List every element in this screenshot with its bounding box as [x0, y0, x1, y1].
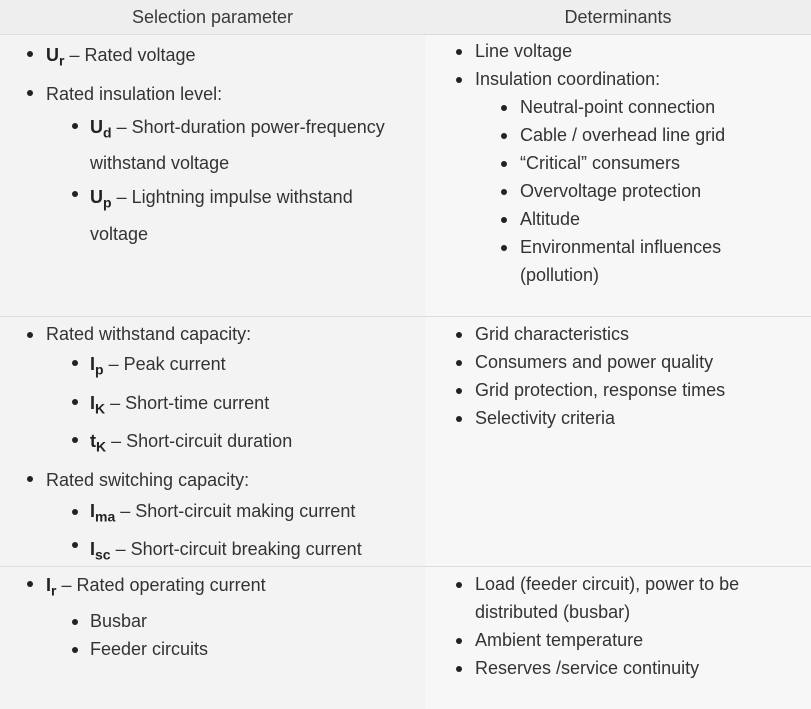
list-item-rated-voltage: $U_r$ – Rated voltage: [0, 39, 425, 78]
list-item-grid-characteristics: Grid characteristics: [425, 320, 811, 348]
list-item-tk: $t_K$ – Short-circuit duration: [0, 425, 425, 464]
row3-determinants-cell: [425, 567, 811, 709]
list-item-consumers-power-quality: Consumers and power quality: [425, 348, 811, 376]
list-item-overvoltage-protection: Overvoltage protection: [425, 177, 811, 205]
list-item-up: $U_p$ – Lightning impulse withstand voltage: [0, 179, 425, 250]
row1-left-list: [0, 35, 425, 250]
table-row-current: [0, 566, 811, 709]
list-item-reserves: Reserves /service continuity: [425, 654, 811, 682]
header-determinants: Determinants: [564, 7, 672, 27]
row2-left-list: [0, 317, 425, 572]
list-item-withstand-capacity: Rated withstand capacity:: [0, 320, 425, 348]
symbol-ud: $U_d$: [90, 116, 112, 141]
list-item-ima: $I_{ma}$ – Short-circuit making current: [0, 497, 425, 531]
symbol-tk: $t_K$: [90, 431, 107, 455]
list-item-busbar: Busbar: [0, 607, 425, 635]
list-item-neutral-point: Neutral-point connection: [425, 93, 811, 121]
list-item-altitude: Altitude: [425, 205, 811, 233]
list-item-feeder-circuits: Feeder circuits: [0, 635, 425, 663]
list-item-insulation-coordination: Insulation coordination:: [425, 65, 811, 93]
list-item-ip: $I_p$ – Peak current: [0, 348, 425, 387]
table-row-capacity: [0, 316, 811, 566]
list-item-line-voltage: Line voltage: [425, 37, 811, 65]
symbol-ima: $I_{ma}$: [90, 500, 116, 525]
list-item-switching-capacity: Rated switching capacity:: [0, 464, 425, 497]
list-item-cable-grid: Cable / overhead line grid: [425, 121, 811, 149]
symbol-ik: $I_K$: [90, 392, 106, 417]
row1-selection-cell: [0, 35, 425, 316]
row3-right-list: [425, 567, 811, 682]
table-header: [0, 0, 811, 35]
symbol-ip: $I_p$: [90, 354, 104, 378]
list-item-environmental-influences: Environmental influences (pollution): [425, 233, 811, 289]
row1-right-list: [425, 35, 811, 289]
list-item-grid-protection: Grid protection, response times: [425, 376, 811, 404]
symbol-ur: $U_r$: [46, 45, 65, 69]
symbol-up: $U_p$: [90, 187, 112, 211]
list-item-ir: $I_r$ – Rated operating current: [0, 569, 425, 607]
row2-right-list: [425, 317, 811, 432]
header-selection-parameter: Selection parameter: [131, 7, 294, 27]
list-item-rated-insulation-level: Rated insulation level:: [0, 78, 425, 111]
list-item-ik: $I_K$ – Short-time current: [0, 387, 425, 426]
row3-selection-cell: [0, 567, 425, 709]
row2-selection-cell: [0, 317, 425, 566]
list-item-selectivity-criteria: Selectivity criteria: [425, 404, 811, 432]
list-item-ud: $U_d$ – Short-duration power-frequency withstand voltage: [0, 111, 425, 180]
list-item-ambient-temperature: Ambient temperature: [425, 626, 811, 654]
list-item-isc: $I_{sc}$ – Short-circuit breaking current: [0, 530, 425, 572]
row1-determinants-cell: [425, 35, 811, 316]
row2-determinants-cell: [425, 317, 811, 566]
symbol-ir: $I_r$: [46, 575, 57, 599]
list-item-load-power: Load (feeder circuit), power to be distributed (busbar): [425, 570, 811, 626]
list-item-critical-consumers: “Critical” consumers: [425, 149, 811, 177]
table-row-voltage: [0, 35, 811, 316]
row3-left-list: [0, 567, 425, 663]
symbol-isc: $I_{sc}$: [90, 539, 111, 563]
